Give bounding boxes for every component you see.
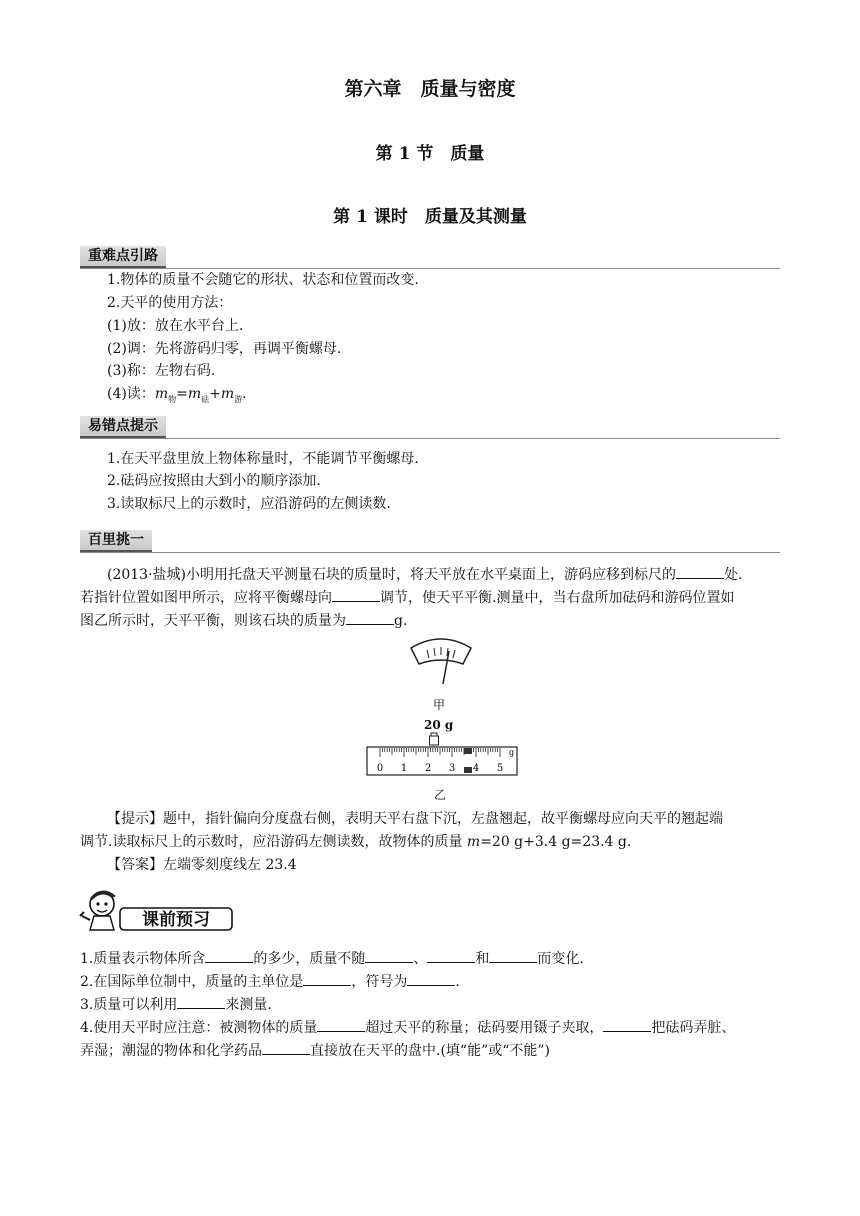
hint-text: 调节.读取标尺上的示数时，应沿游码左侧读数，故物体的质量: [80, 834, 467, 850]
formula-sub: 砝: [201, 394, 210, 404]
hint-m: m: [466, 834, 481, 850]
ruler-tick-label: 0: [376, 763, 384, 774]
question-text: 2.在国际单位制中，质量的主单位是: [80, 974, 304, 990]
key-points-tag: 重难点引路: [80, 246, 166, 268]
question-text: 而变化.: [537, 951, 584, 967]
ruler-tick-label: 5: [496, 763, 504, 774]
dial-figure: [405, 636, 477, 688]
example-question: [107, 564, 742, 584]
weight-label: 20 g: [424, 718, 454, 732]
figure-label-yi: 乙: [434, 788, 447, 802]
ruler-tick-label: 2: [424, 763, 432, 774]
preview-question-4-cont: [80, 1040, 550, 1060]
example-question: [80, 587, 734, 607]
example-question: [80, 610, 407, 630]
key-point-line: (1)放：放在水平台上.: [107, 318, 244, 334]
slider-bottom: [464, 767, 472, 773]
formula-end: .: [242, 386, 247, 402]
question-text: 和: [475, 951, 490, 967]
question-text: 弄湿；潮湿的物体和化学药品: [80, 1043, 262, 1059]
preview-question-2: [80, 971, 460, 991]
banner-title: 课前预习: [142, 910, 210, 930]
formula-m: m: [154, 386, 169, 402]
chapter-title: 第六章 质量与密度: [344, 78, 516, 100]
question-text: 来测量.: [225, 997, 272, 1013]
question-text: 的多少，质量不随: [253, 951, 366, 967]
question-text: 调节，使天平平衡.测量中，当右盘所加砝码和游码位置如: [380, 590, 735, 606]
answer-blank[interactable]: [317, 1017, 365, 1032]
key-point-line: (2)调：先将游码归零，再调平衡螺母.: [107, 341, 342, 357]
answer-blank[interactable]: [346, 610, 394, 625]
question-text: ，符号为: [351, 974, 408, 990]
preview-banner: [76, 886, 236, 934]
lesson-title: 第 1 课时 质量及其测量: [333, 207, 527, 227]
key-point-line: 2.天平的使用方法：: [107, 295, 233, 311]
question-text: 图乙所示时，天平平衡，则该石块的质量为: [80, 613, 346, 629]
ruler-tick-label: 3: [448, 763, 456, 774]
question-text: 4.使用天平时应注意：被测物体的质量: [80, 1020, 318, 1036]
example-tag: 百里挑一: [80, 530, 152, 552]
answer-blank[interactable]: [205, 948, 253, 963]
formula-eq: =: [176, 386, 188, 402]
hint-line: 【提示】题中，指针偏向分度盘右侧，表明天平右盘下沉，左盘翘起，故平衡螺母应向天平的翘起端: [107, 811, 723, 827]
question-text: 处.: [724, 567, 743, 583]
figure-label-jia: 甲: [433, 698, 446, 712]
answer-blank[interactable]: [365, 948, 413, 963]
answer-blank[interactable]: [177, 994, 225, 1009]
divider: [80, 268, 780, 269]
question-text: (2013·盐城)小明用托盘天平测量石块的质量时，将天平放在水平桌面上，游码应移到标尺的: [107, 567, 677, 583]
formula-sub: 物: [168, 394, 177, 404]
preview-question-3: [80, 994, 272, 1014]
question-text: 3.质量可以利用: [80, 997, 178, 1013]
section-title: 第 1 节 质量: [375, 144, 485, 164]
hint-text: =20 g+3.4 g=23.4 g.: [480, 834, 632, 850]
error-line: 2.砝码应按照由大到小的顺序添加.: [107, 473, 321, 489]
error-line: 3.读取标尺上的示数时，应沿游码的左侧读数.: [107, 496, 391, 512]
formula-m: m: [220, 386, 235, 402]
preview-question-4: [80, 1017, 735, 1037]
error-line: 1.在天平盘里放上物体称量时，不能调节平衡螺母.: [107, 451, 419, 467]
question-text: 把砝码弄脏、: [651, 1020, 736, 1036]
question-text: 若指针位置如图甲所示，应将平衡螺母向: [80, 590, 332, 606]
errors-tag: 易错点提示: [80, 416, 166, 438]
hint-line: [80, 833, 631, 851]
weight-icon: [428, 732, 440, 746]
preview-question-1: [80, 948, 584, 968]
answer-blank[interactable]: [332, 587, 380, 602]
key-point-line: (3)称：左物右码.: [107, 363, 216, 379]
question-text: 直接放在天平的盘中.(填“能”或“不能”): [310, 1043, 551, 1059]
answer-line: 【答案】左端零刻度线左 23.4: [107, 857, 297, 873]
answer-blank[interactable]: [676, 564, 724, 579]
question-text: .: [455, 974, 460, 990]
answer-blank[interactable]: [262, 1040, 310, 1055]
ruler-tick-label: 1: [400, 763, 408, 774]
formula-prefix: (4)读：: [107, 386, 155, 402]
answer-blank[interactable]: [303, 971, 351, 986]
formula-plus: +: [209, 386, 221, 402]
key-point-formula: [107, 385, 247, 409]
question-text: 超过天平的称量；砝码要用镊子夹取，: [365, 1020, 604, 1036]
divider: [80, 438, 780, 439]
question-text: g.: [394, 613, 408, 629]
ruler-unit: g: [509, 748, 515, 757]
key-point-line: 1.物体的质量不会随它的形状、状态和位置而改变.: [107, 272, 419, 288]
divider: [80, 552, 780, 553]
answer-blank[interactable]: [407, 971, 455, 986]
formula-sub: 游: [234, 394, 243, 404]
question-text: 、: [413, 951, 428, 967]
slider-top: [464, 748, 472, 754]
question-text: 1.质量表示物体所含: [80, 951, 206, 967]
scale-ruler: [366, 746, 518, 776]
formula-m: m: [187, 386, 202, 402]
ruler-tick-label: 4: [472, 763, 480, 774]
answer-blank[interactable]: [489, 948, 537, 963]
answer-blank[interactable]: [427, 948, 475, 963]
answer-blank[interactable]: [603, 1017, 651, 1032]
